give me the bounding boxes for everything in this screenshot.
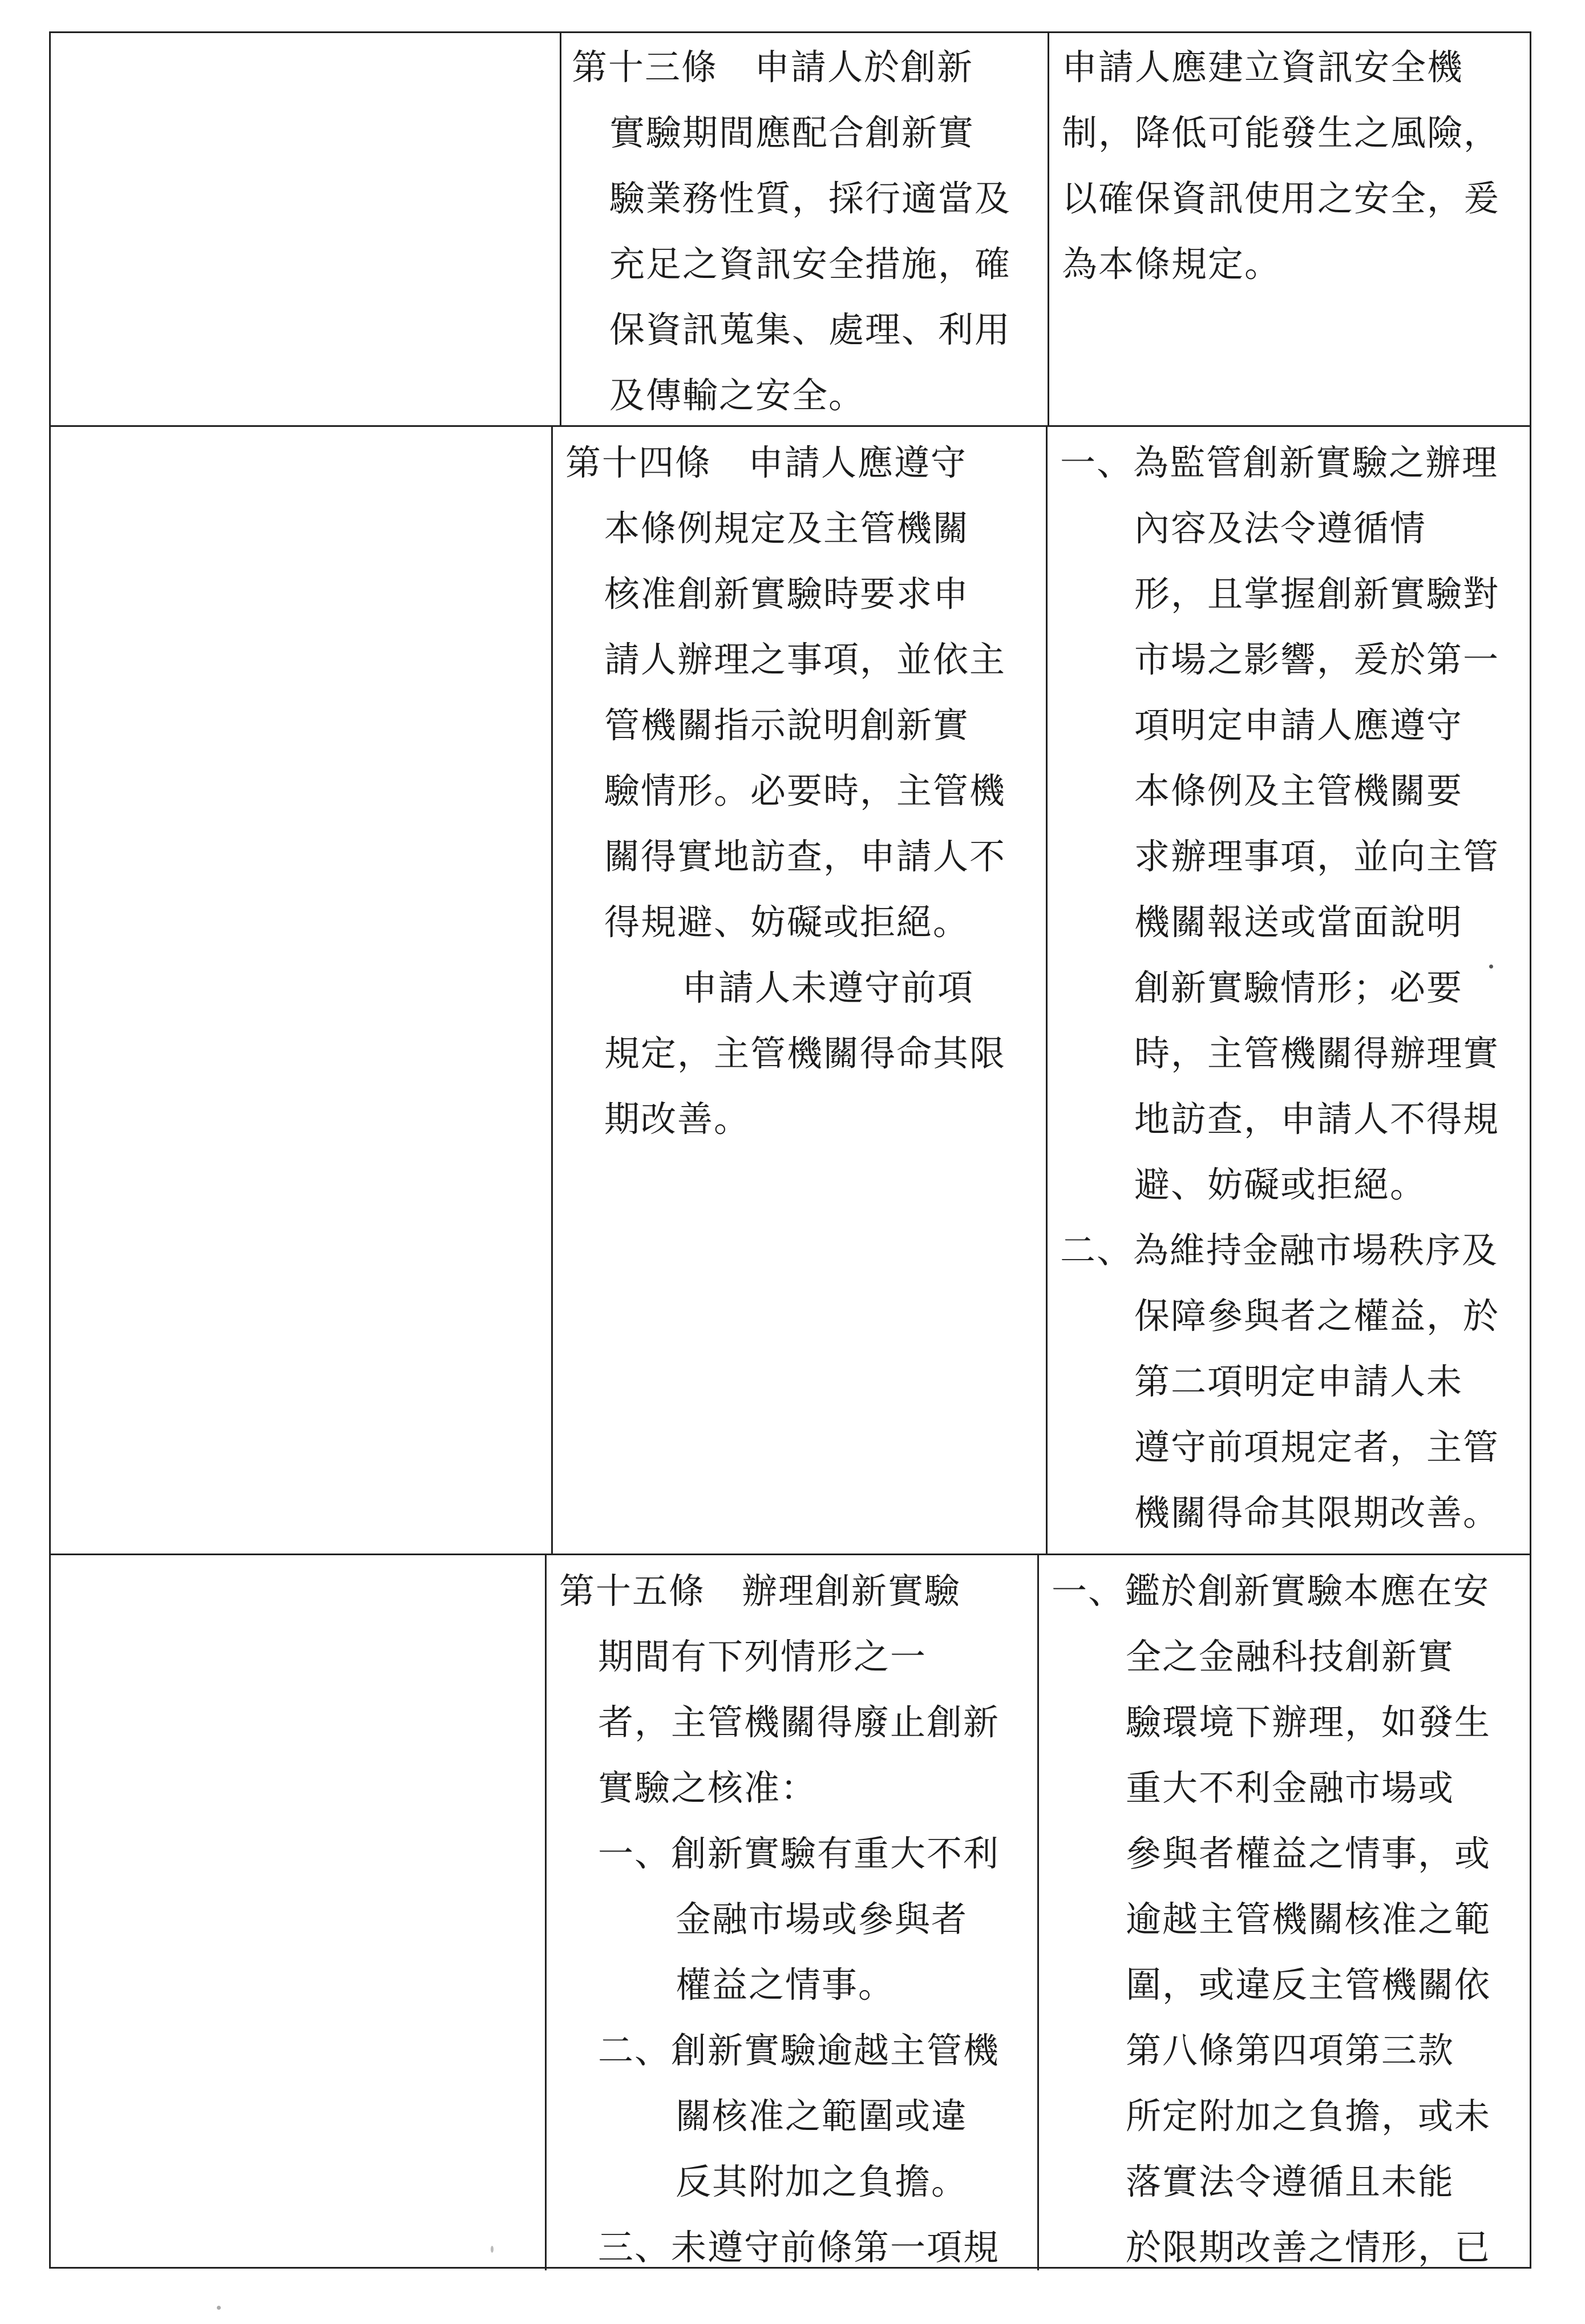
table-row-article-13 <box>51 33 1530 427</box>
text-line: 二、為維持金融市場秩序及 <box>1060 1229 1499 1271</box>
text-line: 反其附加之負擔。 <box>676 2161 968 2202</box>
text-line: 本條例及主管機關要 <box>1134 770 1463 812</box>
text-line: 實驗之核准： <box>598 1767 818 1809</box>
text-line: 申請人未遵守前項 <box>682 967 975 1008</box>
text-line: 規定，主管機關得命其限 <box>604 1032 1006 1074</box>
article-text-cell <box>545 1555 1039 2270</box>
text-line: 第二項明定申請人未 <box>1134 1361 1463 1402</box>
text-line: 關得實地訪查，申請人不 <box>604 836 1006 877</box>
text-line: 驗業務性質，採行適當及 <box>609 177 1012 219</box>
article-text-cell <box>551 427 1048 1554</box>
text-line: 二、創新實驗逾越主管機 <box>598 2030 1000 2071</box>
text-line: 機關得命其限期改善。 <box>1134 1492 1500 1534</box>
text-line: 第十五條 辦理創新實驗 <box>559 1570 961 1612</box>
scan-speck <box>491 2246 494 2253</box>
text-line: 三、未遵守前條第一項規 <box>598 2226 1000 2268</box>
text-line: 一、為監管創新實驗之辦理 <box>1060 442 1499 483</box>
text-line: 重大不利金融市場或 <box>1126 1767 1455 1809</box>
text-line: 於限期改善之情形，已 <box>1126 2226 1491 2268</box>
text-line: 圍，或違反主管機關依 <box>1126 1964 1491 2006</box>
text-line: 第八條第四項第三款 <box>1126 2030 1455 2071</box>
text-line: 充足之資訊安全措施，確 <box>609 243 1012 285</box>
text-line: 逾越主管機關核准之範 <box>1126 1898 1491 1940</box>
text-line: 第十四條 申請人應遵守 <box>565 442 968 483</box>
text-line: 驗情形。必要時，主管機 <box>604 770 1006 812</box>
text-line: 制，降低可能發生之風險， <box>1062 112 1501 154</box>
text-line: 機關報送或當面說明 <box>1134 901 1463 943</box>
comparison-table <box>49 31 1531 2269</box>
blank-column-cell <box>51 427 551 1554</box>
text-line: 地訪查，申請人不得規 <box>1134 1098 1500 1140</box>
text-line: 項明定申請人應遵守 <box>1134 704 1463 746</box>
text-line: 全之金融科技創新實 <box>1126 1636 1455 1677</box>
text-line: 時，主管機關得辦理實 <box>1134 1032 1500 1074</box>
text-line: 本條例規定及主管機關 <box>604 507 970 549</box>
text-line: 申請人應建立資訊安全機 <box>1062 46 1464 88</box>
text-line: 參與者權益之情事，或 <box>1126 1833 1491 1874</box>
text-line: 為本條規定。 <box>1062 243 1281 285</box>
text-line: 請人辦理之事項，並依主 <box>604 639 1006 680</box>
text-line: 核准創新實驗時要求申 <box>604 573 970 615</box>
text-line: 以確保資訊使用之安全，爰 <box>1062 177 1501 219</box>
text-line: 期間有下列情形之一 <box>598 1636 927 1677</box>
text-line: 得規避、妨礙或拒絕。 <box>604 901 970 943</box>
text-line: 落實法令遵循且未能 <box>1126 2161 1455 2202</box>
explanation-cell <box>1048 427 1530 1554</box>
text-line: 市場之影響，爰於第一 <box>1134 639 1500 680</box>
text-line: 所定附加之負擔，或未 <box>1126 2095 1491 2137</box>
text-line: 保障參與者之權益，於 <box>1134 1295 1500 1337</box>
text-line: 保資訊蒐集、處理、利用 <box>609 309 1012 350</box>
text-line: 求辦理事項，並向主管 <box>1134 836 1500 877</box>
text-line: 金融市場或參與者 <box>676 1898 968 1940</box>
blank-column-cell <box>51 33 560 425</box>
explanation-cell <box>1049 33 1530 425</box>
table-row-article-14 <box>51 427 1530 1555</box>
text-line: 期改善。 <box>604 1098 751 1140</box>
text-line: 第十三條 申請人於創新 <box>572 46 974 88</box>
text-line: 遵守前項規定者，主管 <box>1134 1426 1500 1468</box>
text-line: 一、創新實驗有重大不利 <box>598 1833 1000 1874</box>
text-line: 避、妨礙或拒絕。 <box>1134 1164 1427 1205</box>
text-line: 管機關指示說明創新實 <box>604 704 970 746</box>
text-line: 及傳輸之安全。 <box>609 374 866 416</box>
blank-column-cell <box>51 1555 545 2270</box>
text-line: 實驗期間應配合創新實 <box>609 112 975 154</box>
article-text-cell <box>560 33 1049 425</box>
text-line: 內容及法令遵循情 <box>1134 507 1427 549</box>
explanation-cell <box>1039 1555 1530 2270</box>
text-line: 形，且掌握創新實驗對 <box>1134 573 1500 615</box>
scan-speck <box>1489 965 1493 969</box>
text-line: 創新實驗情形；必要 <box>1134 967 1463 1008</box>
text-line: 驗環境下辦理，如發生 <box>1126 1701 1491 1743</box>
text-line: 一、鑑於創新實驗本應在安 <box>1052 1570 1490 1612</box>
text-line: 權益之情事。 <box>676 1964 895 2006</box>
scan-speck <box>217 2306 221 2310</box>
text-line: 者，主管機關得廢止創新 <box>598 1701 1000 1743</box>
text-line: 關核准之範圍或違 <box>676 2095 968 2137</box>
table-row-article-15 <box>51 1555 1530 2270</box>
